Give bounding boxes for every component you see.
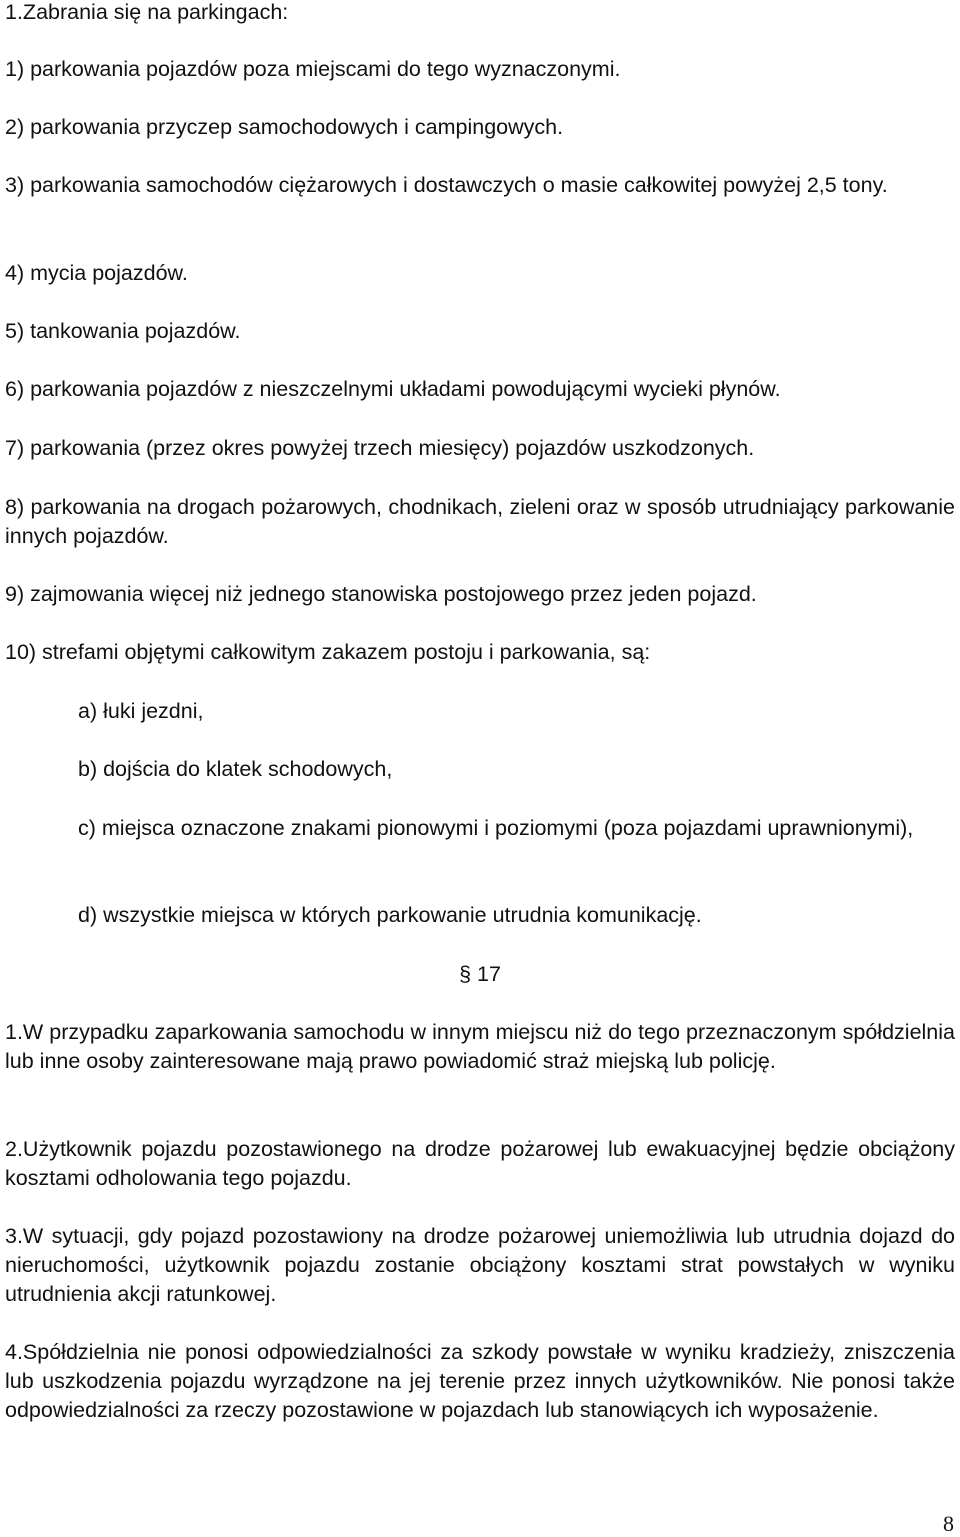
list-item-4: 4) mycia pojazdów. — [5, 261, 188, 285]
sub-item-d: d) wszystkie miejsca w których parkowanie utrudnia komunikację. — [78, 903, 702, 927]
sub-item-a: a) łuki jezdni, — [78, 699, 204, 723]
sub-item-c: c) miejsca oznaczone znakami pionowymi i poziomymi (poza pojazdami uprawnionymi), — [78, 816, 914, 840]
paragraph-4: 4.Spółdzielnia nie ponosi odpowiedzialności za szkody powstałe w wyniku kradzieży, zniszczenia lub uszkodzenia pojazdu wyrządzone na jej terenie przez innych użytkowników. Nie ponosi także odpowiedzialności za rzeczy pozostawione w pojazdach lub stanowiących ich wyposażenie. — [5, 1340, 955, 1422]
list-item-9: 9) zajmowania więcej niż jednego stanowiska postojowego przez jeden pojazd. — [5, 582, 757, 606]
list-item-6: 6) parkowania pojazdów z nieszczelnymi układami powodującymi wycieki płynów. — [5, 377, 781, 401]
list-item-3: 3) parkowania samochodów ciężarowych i dostawczych o masie całkowitej powyżej 2,5 tony. — [5, 173, 888, 197]
paragraph-1: 1.W przypadku zaparkowania samochodu w innym miejscu niż do tego przeznaczonym spółdzielnia lub inne osoby zainteresowane mają prawo powiadomić straż miejską lub policję. — [5, 1020, 955, 1073]
list-item-2: 2) parkowania przyczep samochodowych i campingowych. — [5, 115, 564, 139]
paragraph-3: 3.W sytuacji, gdy pojazd pozostawiony na drodze pożarowej uniemożliwia lub utrudnia dojazd do nieruchomości, użytkownik pojazdu zostanie obciążony kosztami strat powstałych w wyniku utrudnienia akcji ratunkowej. — [5, 1224, 955, 1306]
page-number: 8 — [943, 1511, 954, 1536]
list-item-1: 1) parkowania pojazdów poza miejscami do tego wyznaczonymi. — [5, 57, 621, 81]
section-16-heading: 1.Zabrania się na parkingach: — [5, 0, 289, 24]
section-17-heading: § 17 — [459, 962, 501, 986]
list-item-8: 8) parkowania na drogach pożarowych, chodnikach, zieleni oraz w sposób utrudniający parkowanie innych pojazdów. — [5, 495, 955, 548]
list-item-7: 7) parkowania (przez okres powyżej trzech miesięcy) pojazdów uszkodzonych. — [5, 436, 755, 460]
list-item-10: 10) strefami objętymi całkowitym zakazem postoju i parkowania, są: — [5, 640, 651, 664]
list-item-5: 5) tankowania pojazdów. — [5, 319, 241, 343]
paragraph-2: 2.Użytkownik pojazdu pozostawionego na drodze pożarowej lub ewakuacyjnej będzie obciążony kosztami odholowania tego pojazdu. — [5, 1137, 955, 1190]
sub-item-b: b) dojścia do klatek schodowych, — [78, 757, 393, 781]
